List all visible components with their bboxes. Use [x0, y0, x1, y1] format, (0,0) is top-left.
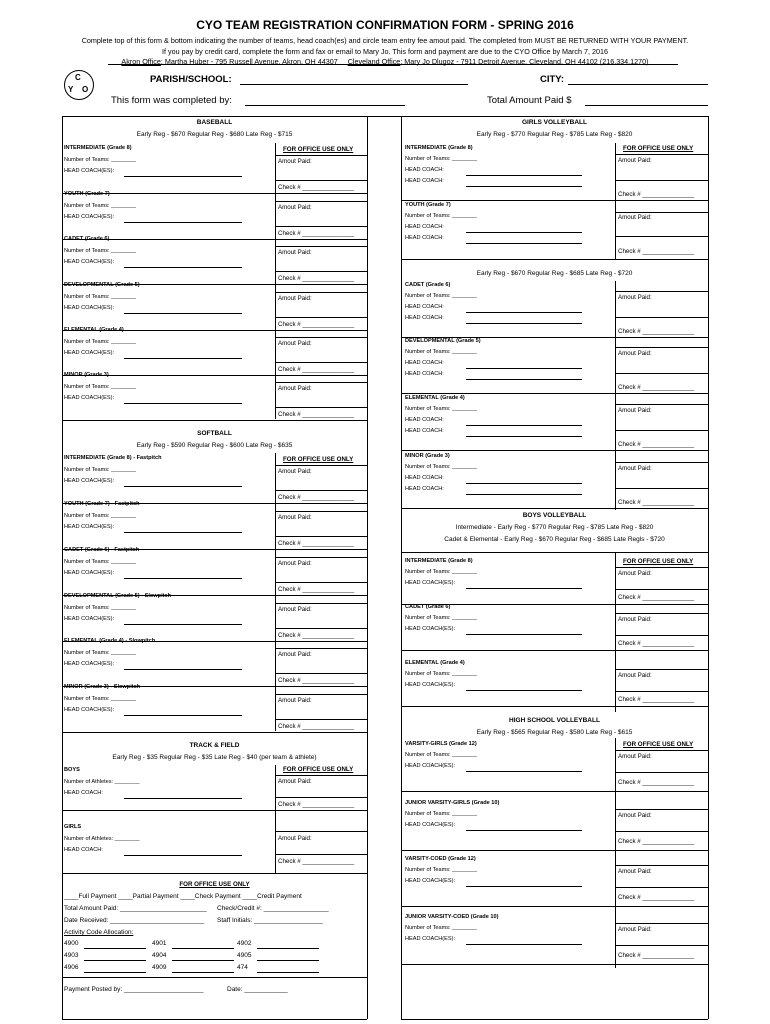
payment-type-options: ____Full Payment ____Partial Payment ____Check Payment ____Credit Payment — [64, 893, 302, 900]
check-number-label: Check # _______________ — [618, 952, 695, 959]
check-number-label: Check # _______________ — [278, 321, 355, 328]
instructions-line-2: If you pay by credit card, complete the form and fax or email to Mary Jo. This form and payment are due to the CYO Office by March 7, 2016 — [162, 47, 608, 56]
number-of-teams-label: Number of Teams: ________ — [64, 248, 137, 254]
head-coach-field[interactable] — [124, 176, 242, 177]
amount-paid-label: Amout Paid: — [618, 214, 652, 221]
cleveland-office-label: Cleveland Office — [347, 57, 401, 66]
head-coach-field[interactable] — [124, 855, 242, 856]
number-of-teams-label: Number of Teams: ________ — [64, 294, 137, 300]
amount-paid-label: Amout Paid: — [618, 157, 652, 164]
number-of-teams-label: Number of Teams: ________ — [405, 293, 478, 299]
number-of-teams-label: Number of Teams: ________ — [405, 671, 478, 677]
check-number-label: Check # _______________ — [618, 594, 695, 601]
check-number-label: Check # _______________ — [618, 384, 695, 391]
softball-title: SOFTBALL — [197, 430, 232, 437]
activity-code: 4902 — [237, 940, 252, 947]
office-use-heading: FOR OFFICE USE ONLY — [623, 741, 694, 748]
amount-paid-label: Amout Paid: — [278, 158, 312, 165]
amount-paid-label: Amout Paid: — [278, 651, 312, 658]
office-use-heading: FOR OFFICE USE ONLY — [623, 558, 694, 565]
amount-paid-label: Amout Paid: — [618, 753, 652, 760]
amount-paid-label: Amout Paid: — [618, 294, 652, 301]
check-number-label: Check # _______________ — [618, 779, 695, 786]
grade-heading: INTERMEDIATE (Grade 8) - Fastpitch — [64, 455, 162, 461]
head-coach-field[interactable] — [124, 669, 242, 670]
completed-by-field[interactable] — [245, 105, 405, 106]
amount-paid-label: Amout Paid: — [618, 868, 652, 875]
activity-code: 4901 — [152, 940, 167, 947]
payment-posted-field: Payment Posted by: ______________________ — [64, 986, 204, 993]
baseball-title: BASEBALL — [196, 119, 233, 126]
check-number-label: Check # _______________ — [278, 230, 355, 237]
grade-heading: ELEMENTAL (Grade 4) — [64, 327, 124, 333]
grade-heading: ELEMENTAL (Grade 4) - Slowpitch — [64, 638, 156, 644]
amount-paid-label: Amout Paid: — [278, 835, 312, 842]
amount-paid-label: Amout Paid: — [278, 204, 312, 211]
amount-paid-label: Amout Paid: — [278, 468, 312, 475]
boys-volleyball-prices-1: Intermediate - Early Reg - $770 Regular Reg - $785 Late Reg - $820 — [455, 524, 654, 531]
grade-heading: ELEMENTAL (Grade 4) — [405, 395, 465, 401]
hs-volleyball-title: HIGH SCHOOL VOLLEYBALL — [509, 717, 600, 724]
head-coach-field[interactable] — [124, 578, 242, 579]
head-coach-label: HEAD COACH(ES): — [405, 822, 456, 828]
number-of-teams-label: Number of Teams: ________ — [64, 696, 137, 702]
number-of-teams-label: Number of Teams: ________ — [405, 464, 478, 470]
number-of-teams-label: Number of Teams: ________ — [64, 467, 137, 473]
number-of-teams-label: Number of Teams: ________ — [405, 406, 478, 412]
office-use-heading: FOR OFFICE USE ONLY — [283, 456, 354, 463]
head-coach-label: HEAD COACH: — [405, 486, 444, 492]
track-prices: Early Reg - $35 Regular Reg - $35 Late Reg - $40 (per team & athlete) — [112, 754, 317, 761]
check-number-label: Check # _______________ — [618, 696, 695, 703]
activity-code: 4909 — [152, 964, 167, 971]
grade-heading: JUNIOR VARSITY-GIRLS (Grade 10) — [405, 800, 500, 806]
head-coach-field[interactable] — [124, 624, 242, 625]
head-coach-label: HEAD COACH: — [405, 360, 444, 366]
head-coach-label: HEAD COACH(ES): — [64, 168, 115, 174]
head-coach-label: HEAD COACH(ES): — [405, 936, 456, 942]
grade-heading: CADET (Grade 6) — [405, 282, 451, 288]
parish-school-field[interactable] — [240, 84, 468, 85]
head-coach-label: HEAD COACH: — [405, 315, 444, 321]
number-of-teams-label: Number of Teams: ________ — [64, 605, 137, 611]
check-number-label: Check # _______________ — [278, 411, 355, 418]
grade-heading: YOUTH (Grade 7) — [405, 202, 451, 208]
office-footer-title: FOR OFFICE USE ONLY — [179, 881, 250, 888]
grade-heading: YOUTH (Grade 7) - Fastpitch — [64, 501, 140, 507]
head-coach-field[interactable] — [466, 830, 582, 831]
head-coach-field[interactable] — [124, 222, 242, 223]
amount-paid-label: Amout Paid: — [278, 249, 312, 256]
city-label: CITY: — [540, 74, 565, 85]
head-coach-label: HEAD COACH: — [405, 428, 444, 434]
grade-heading: DEVELOPMENTAL (Grade 5) — [405, 338, 481, 344]
head-coach-label: HEAD COACH: — [405, 224, 444, 230]
staff-initials-field: Staff Initials: ___________________ — [217, 917, 323, 924]
head-coach-field[interactable] — [466, 634, 582, 635]
head-coach-label: HEAD COACH(ES): — [64, 524, 115, 530]
check-number-label: Check # _______________ — [278, 494, 355, 501]
head-coach-label: HEAD COACH(ES): — [64, 305, 115, 311]
head-coach-label: HEAD COACH: — [405, 475, 444, 481]
head-coach-label: HEAD COACH(ES): — [64, 478, 115, 484]
check-number-label: Check # _______________ — [618, 248, 695, 255]
head-coach-field[interactable] — [466, 232, 582, 233]
grade-heading: CADET (Grade 6) — [64, 236, 110, 242]
check-number-label: Check # _______________ — [278, 366, 355, 373]
check-credit-field: Check/Credit #: __________________ — [217, 905, 329, 912]
grade-heading: VARSITY-GIRLS (Grade 12) — [405, 741, 477, 747]
baseball-prices: Early Reg - $670 Regular Reg - $680 Late Reg - $715 — [136, 131, 293, 138]
total-amount-label: Total Amount Paid $ — [487, 95, 572, 106]
head-coach-label: HEAD COACH(ES): — [64, 616, 115, 622]
head-coach-label: HEAD COACH: — [405, 178, 444, 184]
office-use-heading: FOR OFFICE USE ONLY — [623, 145, 694, 152]
check-number-label: Check # _______________ — [618, 499, 695, 506]
grade-heading: MINOR (Grade 3) — [405, 453, 450, 459]
boys-volleyball-prices-2: Cadet & Elemental - Early Reg - $670 Regular Reg - $685 Late Regls - $720 — [444, 536, 665, 543]
grade-heading: VARSITY-COED (Grade 12) — [405, 856, 476, 862]
girls-volleyball-prices-2: Early Reg - $670 Regular Reg - $685 Late Reg - $720 — [476, 270, 633, 277]
head-coach-label: HEAD COACH: — [405, 417, 444, 423]
head-coach-field[interactable] — [466, 175, 582, 176]
head-coach-field[interactable] — [466, 312, 582, 313]
head-coach-field[interactable] — [466, 436, 582, 437]
head-coach-label: HEAD COACH: — [64, 790, 103, 796]
head-coach-field[interactable] — [466, 886, 582, 887]
head-coach-label: HEAD COACH: — [405, 167, 444, 173]
amount-paid-label: Amout Paid: — [618, 672, 652, 679]
head-coach-label: HEAD COACH(ES): — [64, 350, 115, 356]
check-number-label: Check # _______________ — [278, 801, 355, 808]
head-coach-label: HEAD COACH(ES): — [64, 214, 115, 220]
girls-heading: GIRLS — [64, 824, 82, 830]
number-of-teams-label: Number of Teams: ________ — [64, 559, 137, 565]
amount-paid-label: Amout Paid: — [618, 465, 652, 472]
grade-heading: CADET (Grade 6) — [405, 604, 451, 610]
head-coach-field[interactable] — [466, 243, 582, 244]
amount-paid-label: Amout Paid: — [618, 616, 652, 623]
head-coach-label: HEAD COACH: — [405, 371, 444, 377]
head-coach-field[interactable] — [124, 403, 242, 404]
check-number-label: Check # _______________ — [278, 586, 355, 593]
girls-volleyball-prices-1: Early Reg - $770 Regular Reg - $785 Late Reg - $820 — [476, 131, 633, 138]
amount-paid-label: Amout Paid: — [618, 570, 652, 577]
number-of-teams-label: Number of Teams: ________ — [64, 513, 137, 519]
office-use-heading: FOR OFFICE USE ONLY — [283, 766, 354, 773]
softball-prices: Early Reg - $590 Regular Reg - $600 Late Reg - $635 — [136, 442, 293, 449]
check-number-label: Check # _______________ — [618, 191, 695, 198]
activity-code-field[interactable] — [172, 960, 234, 961]
check-number-label: Check # _______________ — [618, 838, 695, 845]
date-received-field: Date Received: __________________________ — [64, 917, 205, 924]
head-coach-field[interactable] — [466, 186, 582, 187]
amount-paid-label: Amout Paid: — [278, 560, 312, 567]
activity-code-field[interactable] — [172, 948, 234, 949]
boys-heading: BOYS — [64, 767, 80, 773]
number-of-teams-label: Number of Teams: ________ — [64, 339, 137, 345]
hs-volleyball-prices: Early Reg - $565 Regular Reg - $580 Late Reg - $615 — [476, 729, 633, 736]
amount-paid-label: Amout Paid: — [278, 340, 312, 347]
city-field[interactable] — [568, 84, 708, 85]
head-coach-field[interactable] — [466, 588, 582, 589]
amount-paid-label: Amout Paid: — [618, 926, 652, 933]
number-of-athletes-label: Number of Athletes: ________ — [64, 836, 140, 842]
instructions-line-1: Complete top of this form & bottom indicating the number of teams, head coach(es) and circle team entry fee amout paid. The completed from MUST BE RETURNED WITH YOUR PAYMENT. — [81, 36, 689, 45]
head-coach-label: HEAD COACH(ES): — [64, 707, 115, 713]
amount-paid-label: Amout Paid: — [278, 606, 312, 613]
number-of-teams-label: Number of Teams: ________ — [405, 811, 478, 817]
activity-code-field[interactable] — [172, 972, 234, 973]
amount-paid-label: Amout Paid: — [278, 295, 312, 302]
head-coach-label: HEAD COACH(ES): — [405, 763, 456, 769]
check-number-label: Check # _______________ — [618, 328, 695, 335]
head-coach-field[interactable] — [124, 313, 242, 314]
grade-heading: INTERMEDIATE (Grade 8) — [405, 145, 473, 151]
head-coach-field[interactable] — [466, 368, 582, 369]
number-of-teams-label: Number of Teams: ________ — [64, 650, 137, 656]
activity-code-field[interactable] — [257, 960, 319, 961]
check-number-label: Check # _______________ — [278, 275, 355, 282]
number-of-teams-label: Number of Teams: ________ — [405, 615, 478, 621]
number-of-teams-label: Number of Teams: ________ — [405, 867, 478, 873]
completed-by-label: This form was completed by: — [111, 95, 232, 106]
grade-heading: CADET (Grade 6) - Fastpitch — [64, 547, 140, 553]
head-coach-field[interactable] — [124, 358, 242, 359]
activity-code-field[interactable] — [257, 972, 319, 973]
form-title: CYO TEAM REGISTRATION CONFIRMATION FORM - SPRING 2016 — [196, 18, 574, 32]
head-coach-field[interactable] — [124, 532, 242, 533]
check-number-label: Check # _______________ — [618, 894, 695, 901]
head-coach-field[interactable] — [466, 944, 582, 945]
check-number-label: Check # _______________ — [278, 858, 355, 865]
head-coach-label: HEAD COACH(ES): — [64, 570, 115, 576]
grade-heading: ELEMENTAL (Grade 4) — [405, 660, 465, 666]
head-coach-field[interactable] — [466, 379, 582, 380]
number-of-teams-label: Number of Teams: ________ — [64, 384, 137, 390]
check-number-label: Check # _______________ — [278, 677, 355, 684]
grade-heading: INTERMEDIATE (Grade 8) — [405, 558, 473, 564]
activity-code-field[interactable] — [84, 960, 146, 961]
check-number-label: Check # _______________ — [278, 184, 355, 191]
boys-volleyball-title: BOYS VOLLEYBALL — [522, 512, 587, 519]
check-number-label: Check # _______________ — [278, 723, 355, 730]
number-of-teams-label: Number of Teams: ________ — [405, 349, 478, 355]
head-coach-label: HEAD COACH(ES): — [64, 395, 115, 401]
number-of-teams-label: Number of Teams: ________ — [405, 569, 478, 575]
activity-code: 4906 — [64, 964, 79, 971]
grade-heading: MINOR (Grade 3) — [64, 372, 109, 378]
activity-code: 474 — [237, 964, 248, 971]
number-of-teams-label: Number of Teams: ________ — [405, 213, 478, 219]
head-coach-field[interactable] — [124, 798, 242, 799]
activity-code: 4900 — [64, 940, 79, 947]
head-coach-field[interactable] — [466, 494, 582, 495]
akron-office-label: Akron Office — [121, 57, 161, 66]
head-coach-label: HEAD COACH(ES): — [405, 580, 456, 586]
check-number-label: Check # _______________ — [618, 441, 695, 448]
head-coach-label: HEAD COACH(ES): — [405, 626, 456, 632]
head-coach-label: HEAD COACH: — [64, 847, 103, 853]
head-coach-field[interactable] — [124, 486, 242, 487]
total-amount-field[interactable] — [585, 105, 708, 106]
head-coach-label: HEAD COACH(ES): — [405, 878, 456, 884]
activity-code-label: Activity Code Allocation: — [64, 929, 134, 936]
check-number-label: Check # _______________ — [618, 640, 695, 647]
head-coach-label: HEAD COACH(ES): — [64, 259, 115, 265]
amount-paid-label: Amout Paid: — [618, 407, 652, 414]
grade-heading: DEVELOPMENTAL (Grade 5) — [64, 282, 140, 288]
cyo-logo: C Y O — [64, 70, 94, 100]
head-coach-field[interactable] — [466, 690, 582, 691]
activity-code: 4905 — [237, 952, 252, 959]
number-of-teams-label: Number of Teams: ________ — [64, 157, 137, 163]
activity-code-field[interactable] — [257, 948, 319, 949]
activity-code-field[interactable] — [84, 972, 146, 973]
activity-code: 4903 — [64, 952, 79, 959]
amount-paid-label: Amout Paid: — [278, 385, 312, 392]
head-coach-label: HEAD COACH: — [405, 235, 444, 241]
number-of-teams-label: Number of Teams: ________ — [405, 156, 478, 162]
head-coach-label: HEAD COACH(ES): — [64, 661, 115, 667]
number-of-teams-label: Number of Teams: ________ — [405, 925, 478, 931]
office-use-heading: FOR OFFICE USE ONLY — [283, 146, 354, 153]
activity-code: 4904 — [152, 952, 167, 959]
amount-paid-label: Amout Paid: — [618, 350, 652, 357]
amount-paid-label: Amout Paid: — [618, 812, 652, 819]
head-coach-field[interactable] — [124, 715, 242, 716]
cleveland-office-address: : Mary Jo Dlugoz - 7911 Detroit Avenue, Cleveland, OH 44102 (216.334.1270) — [400, 57, 649, 66]
grade-heading: YOUTH (Grade 7) — [64, 191, 110, 197]
head-coach-field[interactable] — [466, 323, 582, 324]
number-of-teams-label: Number of Teams: ________ — [405, 752, 478, 758]
grade-heading: DEVELOPMENTAL (Grade 5) - Slowpitch — [64, 593, 172, 599]
head-coach-field[interactable] — [124, 267, 242, 268]
head-coach-field[interactable] — [466, 425, 582, 426]
grade-heading: JUNIOR VARSITY-COED (Grade 10) — [405, 914, 499, 920]
date-field: Date: ____________ — [227, 986, 288, 993]
head-coach-field[interactable] — [466, 483, 582, 484]
track-title: TRACK & FIELD — [189, 742, 240, 749]
grade-heading: INTERMEDIATE (Grade 8) — [64, 145, 132, 151]
girls-volleyball-title: GIRLS VOLLEYBALL — [522, 119, 587, 126]
number-of-athletes-label: Number of Athletes: ________ — [64, 779, 140, 785]
head-coach-label: HEAD COACH: — [405, 304, 444, 310]
amount-paid-label: Amout Paid: — [278, 514, 312, 521]
amount-paid-label: Amout Paid: — [278, 778, 312, 785]
check-number-label: Check # _______________ — [278, 540, 355, 547]
check-number-label: Check # _______________ — [278, 632, 355, 639]
akron-office-address: : Martha Huber - 795 Russell Avenue, Akron, OH 44307 — [160, 57, 338, 66]
activity-code-field[interactable] — [84, 948, 146, 949]
parish-school-label: PARISH/SCHOOL: — [150, 74, 232, 85]
grade-heading: MINOR (Grade 3) - Slowpitch — [64, 684, 141, 690]
number-of-teams-label: Number of Teams: ________ — [64, 203, 137, 209]
head-coach-label: HEAD COACH(ES): — [405, 682, 456, 688]
total-amount-paid-field: Total Amount Paid: ________________________ — [64, 905, 207, 912]
amount-paid-label: Amout Paid: — [278, 697, 312, 704]
head-coach-field[interactable] — [466, 771, 582, 772]
